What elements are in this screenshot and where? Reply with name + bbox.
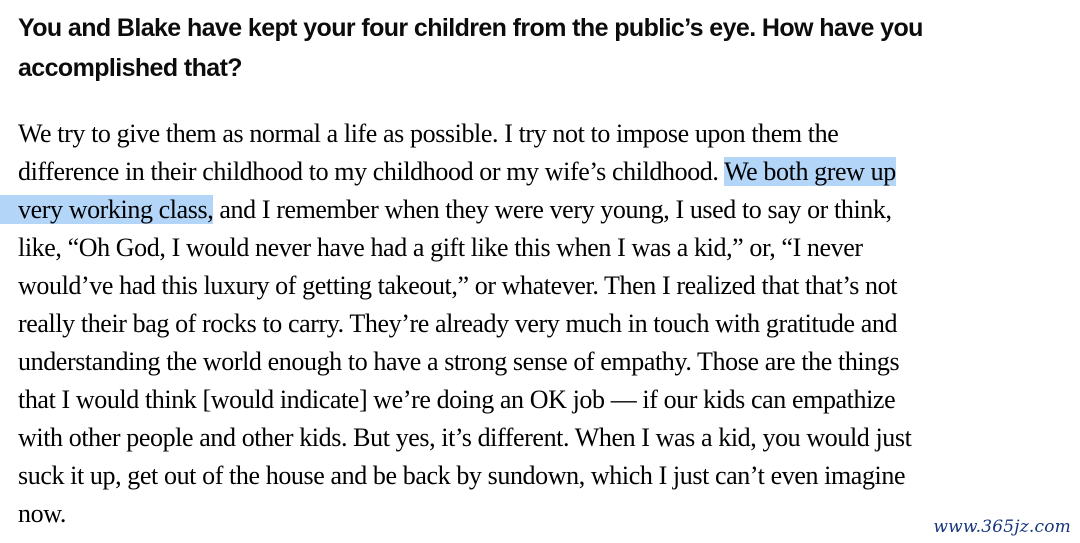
text-segment: and I remember when they were very young, I used to say or think, [213,195,892,224]
answer-line [18,495,1080,533]
answer-line [18,305,1080,343]
answer-line [18,267,1080,305]
text-segment: We try to give them as normal a life as possible. I try not to impose upon them the [18,119,839,148]
text-segment: that I would think [would indicate] we’re doing an OK job — if our kids can empathize [18,385,896,414]
answer-line [18,153,1080,191]
text-segment: like, “Oh God, I would never have had a gift like this when I was a kid,” or, “I never [18,233,863,262]
text-segment: difference in their childhood to my childhood or my wife’s childhood. [18,157,725,186]
answer-line [18,457,1080,495]
watermark: www.365jz.com [933,517,1071,537]
question-line: accomplished that? [18,54,242,82]
answer-paragraph [18,115,1080,533]
answer-line [18,343,1080,381]
question-line: You and Blake have kept your four children from the public’s eye. How have you [18,14,923,42]
answer-line [18,191,1080,229]
highlighted-text: very working class, [0,195,213,224]
text-segment: with other people and other kids. But yes, it’s different. When I was a kid, you would just [18,423,912,452]
answer-line [18,381,1080,419]
text-segment: understanding the world enough to have a strong sense of empathy. Those are the things [18,347,900,376]
answer-line [18,115,1080,153]
answer-line [18,419,1080,457]
question-heading [18,8,1080,88]
text-segment: now. [18,499,66,528]
highlighted-text: We both grew up [724,157,896,186]
text-segment: suck it up, get out of the house and be back by sundown, which I just can’t even imagine [18,461,906,490]
text-segment: would’ve had this luxury of getting takeout,” or whatever. Then I realized that that’s not [18,271,898,300]
text-segment: really their bag of rocks to carry. They’re already very much in touch with gratitude and [18,309,898,338]
answer-line [18,229,1080,267]
